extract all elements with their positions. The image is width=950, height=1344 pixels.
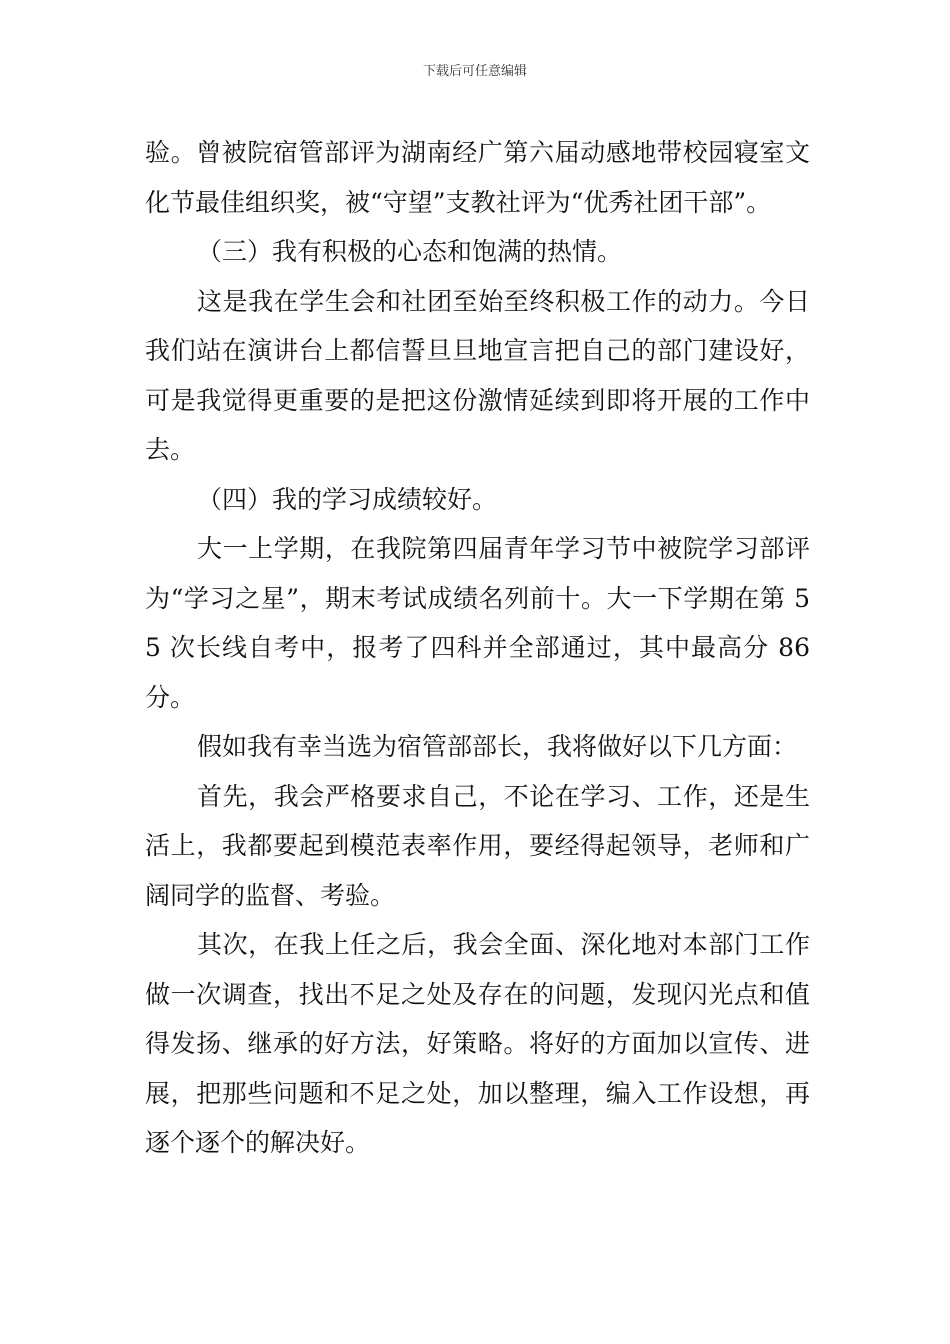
- paragraph-academics: 大一上学期，在我院第四届青年学习节中被院学习部评为“学习之星”，期末考试成绩名列前十。大一下学期在第 55 次长线自考中，报考了四科并全部通过，其中最高分 86 分。: [145, 534, 810, 712]
- paragraph-continuation: 验。曾被院宿管部评为湖南经广第六届动感地带校园寝室文化节最佳组织奖，被“守望”支教社评为“优秀社团干部”。: [145, 138, 810, 217]
- document-body: [145, 128, 810, 1168]
- paragraph-heading-three: （三）我有积极的心态和饱满的热情。: [197, 237, 623, 266]
- paragraph-plan-intro: 假如我有幸当选为宿管部部长，我将做好以下几方面：: [197, 732, 798, 761]
- paragraph-first: 首先，我会严格要求自己，不论在学习、工作，还是生活上，我都要起到模范表率作用，要经得起领导，老师和广阔同学的监督、考验。: [145, 781, 810, 910]
- paragraph-heading-four: （四）我的学习成绩较好。: [197, 484, 498, 514]
- paragraph-second: 其次，在我上任之后，我会全面、深化地对本部门工作做一次调查，找出不足之处及存在的问题，发现闪光点和值得发扬、继承的好方法，好策略。将好的方面加以宣传、进展，把那些问题和不足之处，加以整理，编入工作设想，再逐个逐个的解决好。: [145, 930, 810, 1157]
- paragraph-motivation: 这是我在学生会和社团至始至终积极工作的动力。今日我们站在演讲台上都信誓旦旦地宣言把自己的部门建设好，可是我觉得更重要的是把这份激情延续到即将开展的工作中去。: [145, 286, 810, 464]
- page-header: 下载后可任意编辑: [422, 64, 527, 79]
